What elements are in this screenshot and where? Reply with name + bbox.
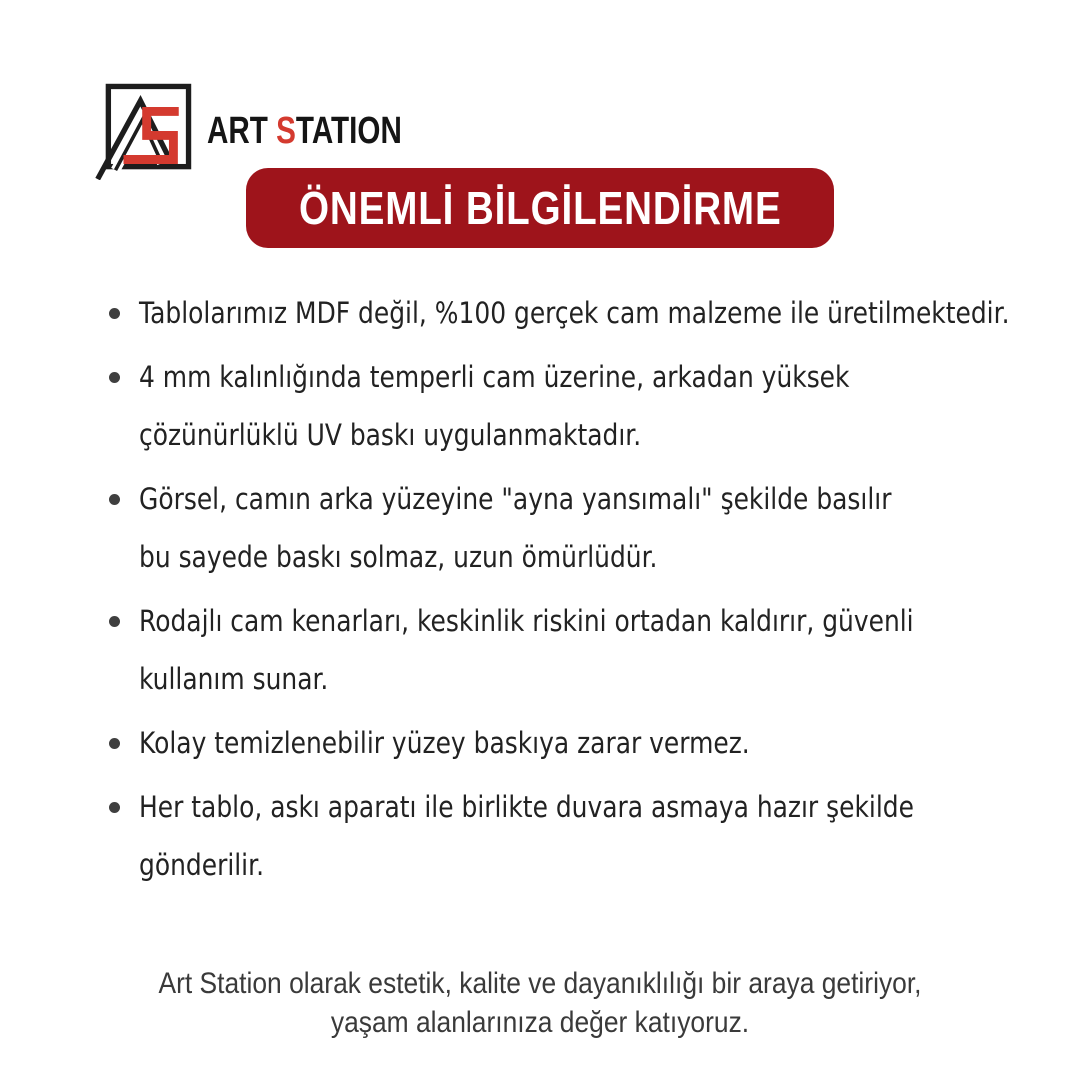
bullet-item-2 [103,348,1050,464]
bullet-line: Görsel, camın arka yüzeyine "ayna yansımalı" şekilde basılır [139,482,892,516]
bullet-dot [109,372,120,383]
bullet-list [103,284,1050,900]
brand-name-accent: S [276,109,296,152]
footer-tagline [0,964,1080,1042]
banner-title: ÖNEMLİ BİLGİLENDİRME [298,182,782,234]
bullet-line: 4 mm kalınlığında temperli cam üzerine, arkadan yüksek [139,360,850,394]
bullet-line: Tablolarımız MDF değil, %100 gerçek cam malzeme ile üretilmektedir. [139,296,1010,330]
bullet-line: kullanım sunar. [139,662,329,696]
bullet-line: gönderilir. [139,848,265,882]
bullet-item-3 [103,470,1050,586]
bullet-dot [109,802,120,813]
as-monogram-logo-icon [95,82,193,180]
bullet-item-4 [103,592,1050,708]
brand-name-prefix: ART [207,109,277,152]
bullet-line: Kolay temizlenebilir yüzey baskıya zarar vermez. [139,726,750,760]
bullet-dot [109,308,120,319]
brand-header [95,82,457,180]
important-info-banner [246,168,834,248]
bullet-line: Rodajlı cam kenarları, keskinlik riskini ortadan kaldırır, güvenli [139,604,914,638]
bullet-dot [109,494,120,505]
bullet-dot [109,738,120,749]
bullet-dot [109,616,120,627]
bullet-line: çözünürlüklü UV baskı uygulanmaktadır. [139,418,642,452]
bullet-line: Her tablo, askı aparatı ile birlikte duvara asmaya hazır şekilde [139,790,914,824]
footer-line: yaşam alanlarınıza değer katıyoruz. [330,1006,750,1039]
brand-name-suffix: TATION [295,109,402,152]
footer-line: Art Station olarak estetik, kalite ve dayanıklılığı bir araya getiriyor, [158,967,922,1000]
brand-name [207,110,402,153]
bullet-line: bu sayede baskı solmaz, uzun ömürlüdür. [139,540,658,574]
bullet-item-5 [103,714,1050,772]
bullet-item-6 [103,778,1050,894]
bullet-item-1 [103,284,1050,342]
